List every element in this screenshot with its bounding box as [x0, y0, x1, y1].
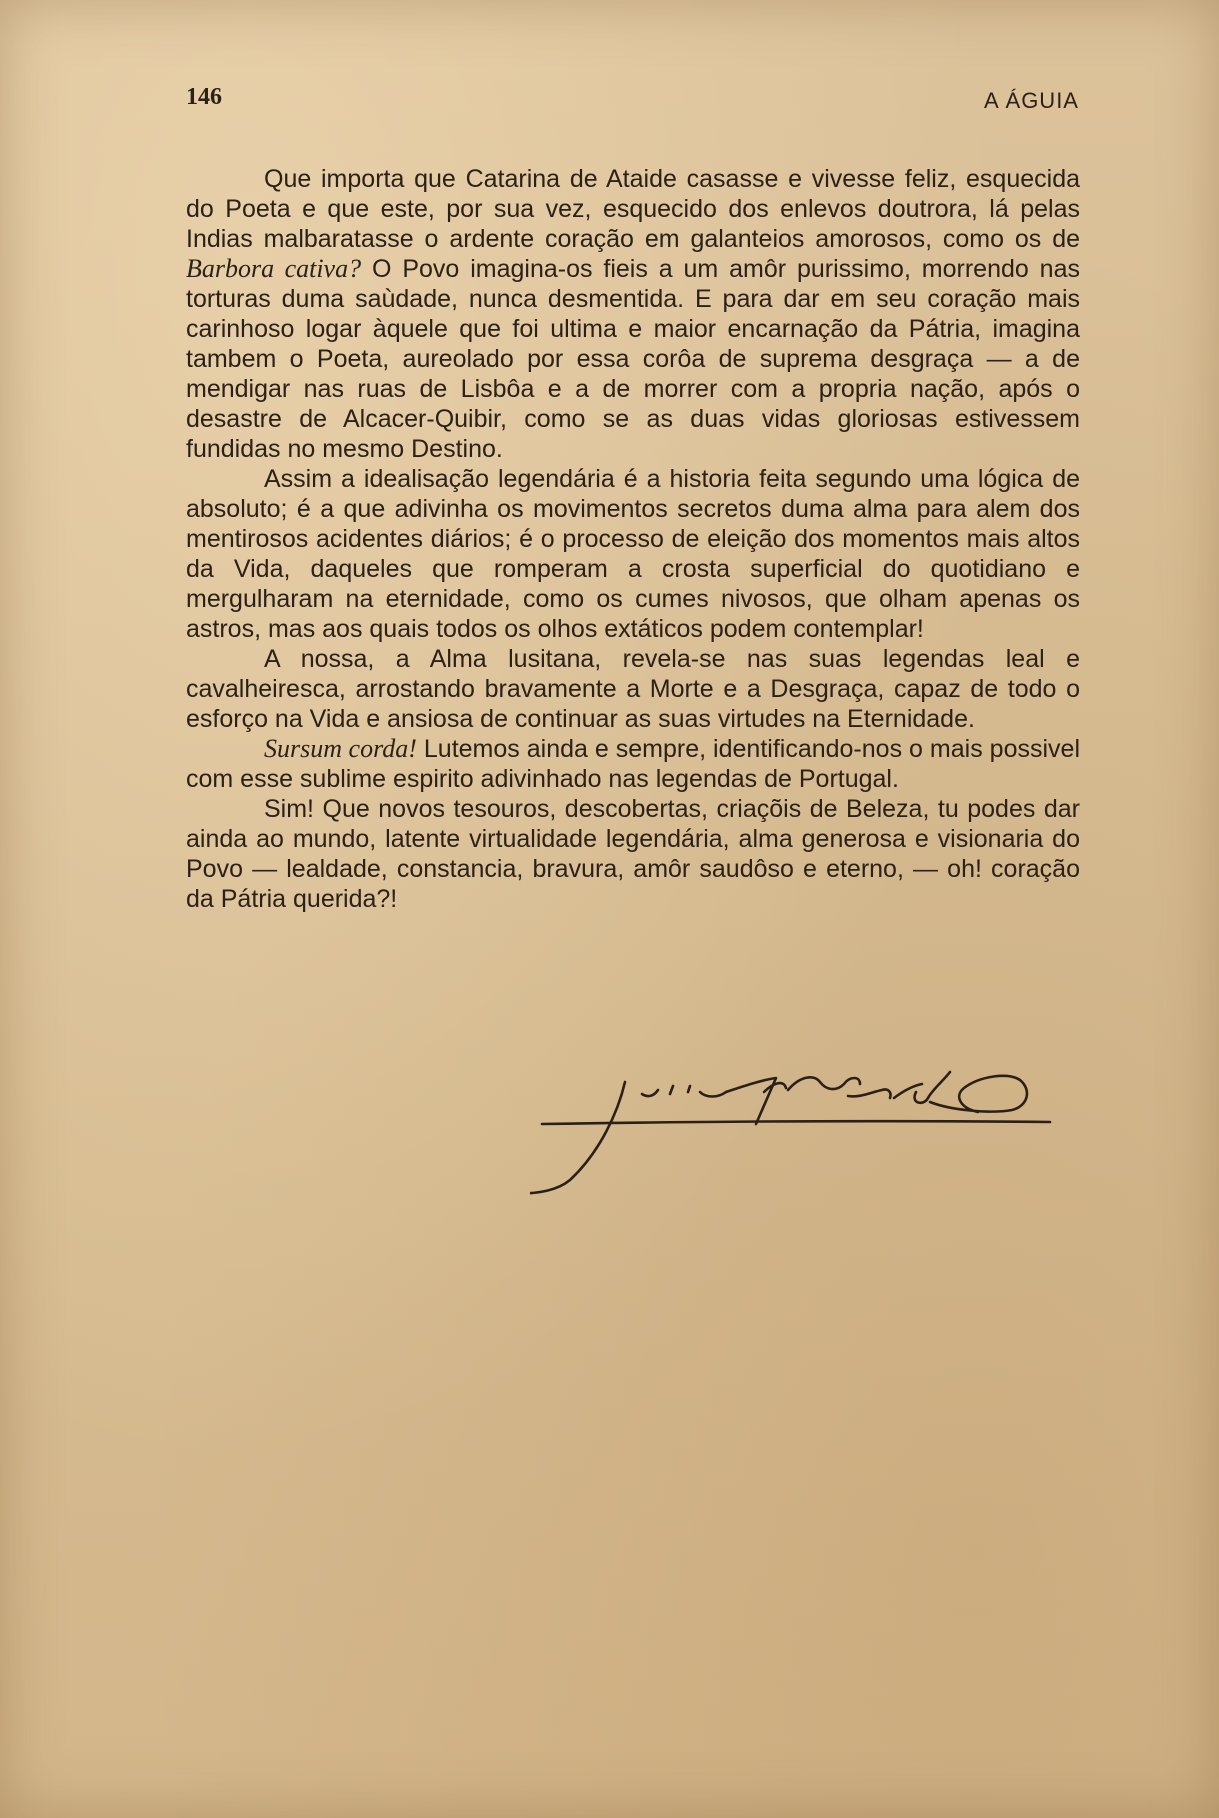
signature-drawing [530, 1062, 1090, 1242]
signature-stroke-8 [788, 1077, 860, 1090]
signature-stroke-10 [894, 1084, 922, 1098]
handwritten-signature [530, 1062, 1090, 1242]
paragraph-1 [186, 164, 1080, 464]
signature-stroke-1 [530, 1082, 625, 1194]
paragraph-5: Sim! Que novos tesouros, descobertas, criaçõis de Beleza, tu podes dar ainda ao mundo, latente virtualidade legendária, alma generosa e visionaria do Povo — lealdade, constancia, bravura, amôr saudôso e eterno, — oh! coração da Pátria querida?! [186, 795, 1080, 913]
signature-stroke-9 [848, 1089, 891, 1098]
paragraph-1-text-start: Que importa que Catarina de Ataide casasse e vivesse feliz, esquecida do Poeta e que este, por sua vez, esquecido dos enlevos doutrora, lá pelas Indias malbaratasse o ardente coração em galanteios amorosos, como os de [186, 165, 1080, 253]
paragraph-2: Assim a idealisação legendária é a historia feita segundo uma lógica de absoluto; é a que adivinha os movimentos secretos duma alma para alem dos mentirosos acidentes diários; é o processo de eleição dos momentos mais altos da Vida, daqueles que romperam a crosta superficial do quotidiano e mergulharam na eternidade, como os cumes nivosos, que olham apenas os astros, mas aos quais todos os olhos extáticos podem contemplar! [186, 465, 1080, 643]
paragraph-3: A nossa, a Alma lusitana, revela-se nas suas legendas leal e cavalheiresca, arrostando bravamente a Morte e a Desgraça, capaz de todo o esforço na Vida e ansiosa de continuar as suas virtudes na Eternidade. [186, 645, 1080, 733]
signature-stroke-12 [930, 1076, 1027, 1112]
signature-stroke-3 [670, 1086, 673, 1094]
signature-stroke-5 [700, 1092, 726, 1097]
running-title: A ÁGUIA [983, 88, 1079, 113]
article-body [186, 164, 1080, 914]
signature-underline [542, 1121, 1050, 1124]
paragraph-1-text-end: O Povo imagina-os fieis a um amôr purissimo, morrendo nas torturas duma saùdade, nunca desmentida. E para dar em seu coração mais carinhoso logar àquele que foi ultima e maior encarnação da Pátria, imagina tambem o Poeta, aureolado por essa corôa de suprema desgraça — a de mendigar nas ruas de Lisbôa e a de morrer com a propria nação, após o desastre de Alcacer-Quibir, como se as duas vidas gloriosas estivessem fundidas no mesmo Destino. [186, 255, 1080, 463]
signature-stroke-11 [915, 1072, 950, 1103]
paragraph-4-italic: Sursum corda! [264, 734, 417, 763]
signature-stroke-6 [726, 1078, 776, 1124]
signature-stroke-7 [764, 1083, 786, 1092]
paragraph-4-text: Lutemos ainda e sempre, identificando-nos o mais possivel com esse sublime espirito adivinhado nas legendas de Portugal. [186, 735, 1080, 793]
signature-stroke-4 [688, 1086, 690, 1092]
page-number: 146 [186, 84, 222, 110]
paragraph-4 [186, 734, 1080, 794]
page-header [186, 84, 1079, 118]
paragraph-1-italic: Barbora cativa? [186, 254, 362, 283]
signature-stroke-2 [642, 1090, 658, 1096]
